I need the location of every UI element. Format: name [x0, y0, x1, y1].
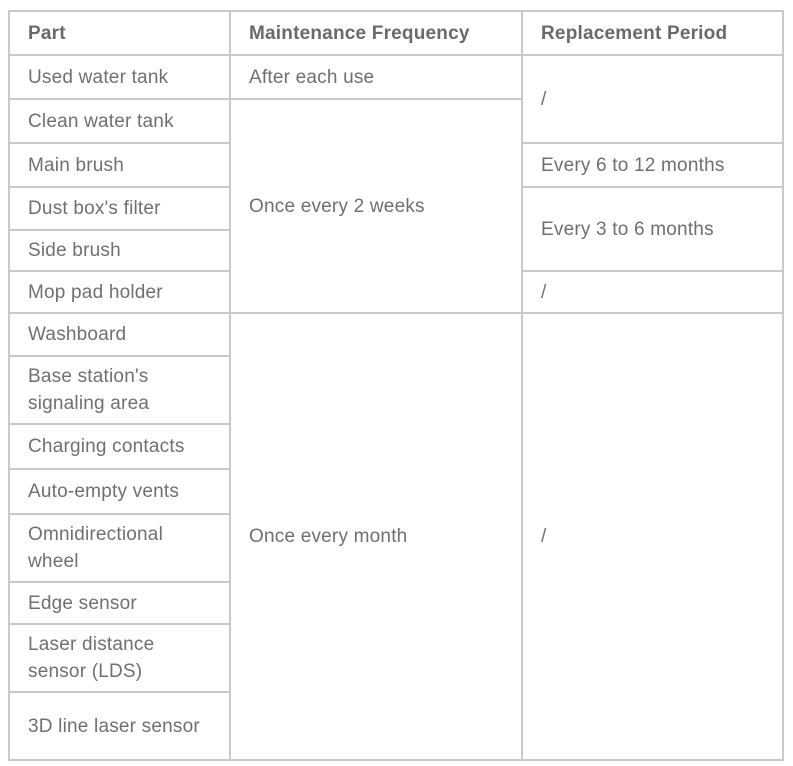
- part-cell: Washboard: [9, 313, 230, 356]
- part-cell: Dust box's filter: [9, 187, 230, 230]
- replacement-cell: /: [522, 55, 783, 143]
- frequency-cell: Once every month: [230, 313, 522, 760]
- part-cell: 3D line laser sensor: [9, 692, 230, 760]
- part-cell: Used water tank: [9, 55, 230, 99]
- frequency-cell: Once every 2 weeks: [230, 99, 522, 313]
- part-cell: Side brush: [9, 230, 230, 271]
- replacement-cell: /: [522, 313, 783, 760]
- part-cell: Mop pad holder: [9, 271, 230, 313]
- maintenance-table: [8, 10, 784, 761]
- header-maintenance-frequency: Maintenance Frequency: [230, 11, 522, 55]
- part-cell: Edge sensor: [9, 582, 230, 624]
- part-cell: Clean water tank: [9, 99, 230, 143]
- header-part: Part: [9, 11, 230, 55]
- table-row: [9, 55, 783, 99]
- replacement-cell: Every 6 to 12 months: [522, 143, 783, 187]
- part-cell: Laser distance sensor (LDS): [9, 624, 230, 692]
- table-row: [9, 313, 783, 356]
- part-cell: Charging contacts: [9, 424, 230, 469]
- part-cell: Base station's signaling area: [9, 356, 230, 424]
- header-replacement-period: Replacement Period: [522, 11, 783, 55]
- replacement-cell: /: [522, 271, 783, 313]
- header-row: [9, 11, 783, 55]
- part-cell: Main brush: [9, 143, 230, 187]
- replacement-cell: Every 3 to 6 months: [522, 187, 783, 271]
- part-cell: Omnidirectional wheel: [9, 514, 230, 582]
- frequency-cell: After each use: [230, 55, 522, 99]
- part-cell: Auto-empty vents: [9, 469, 230, 514]
